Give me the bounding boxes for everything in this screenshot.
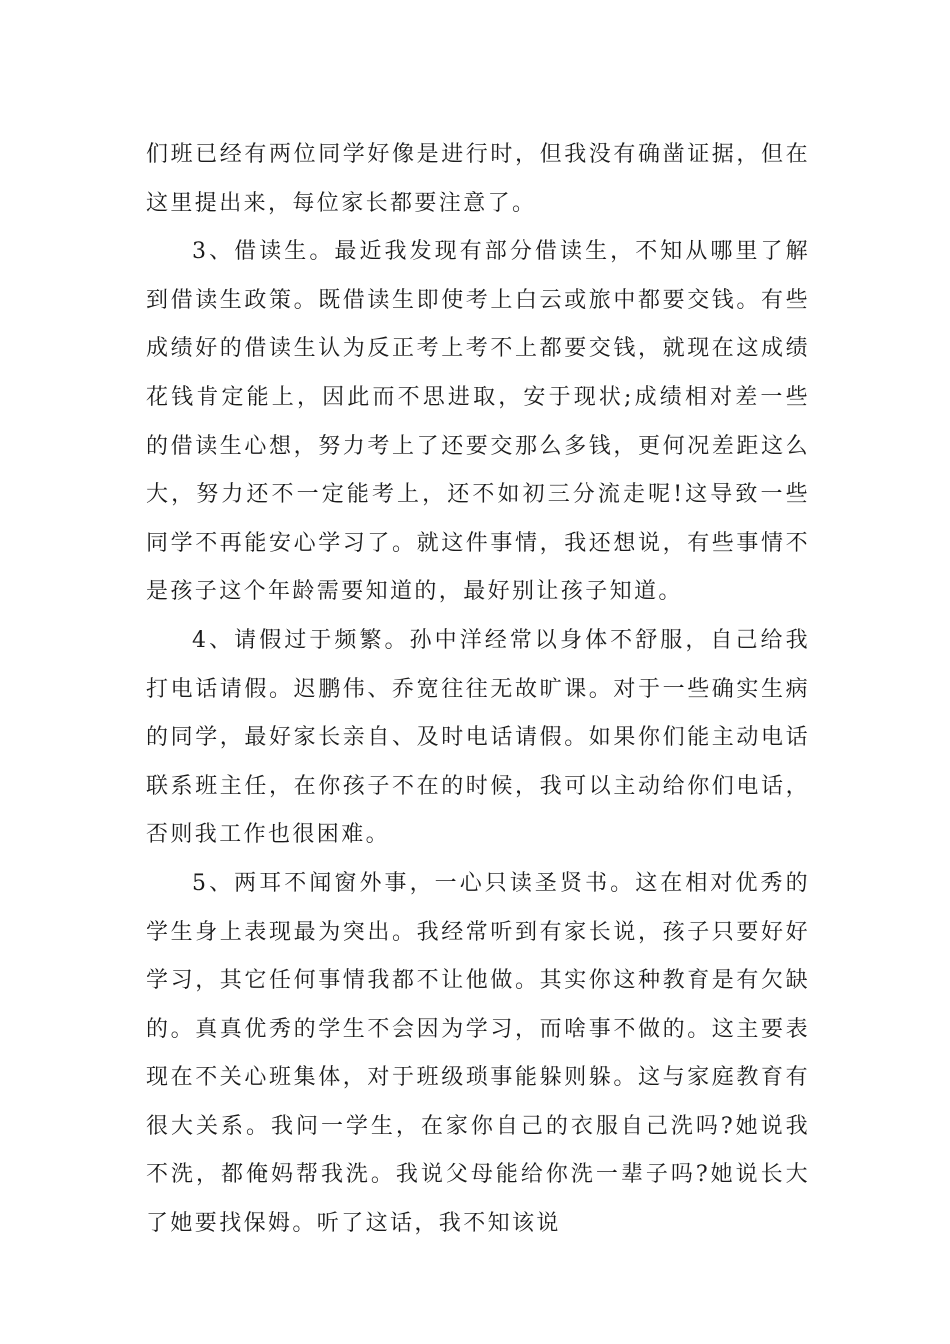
paragraph-item-4: 4、请假过于频繁。孙中洋经常以身体不舒服，自己给我打电话请假。迟鹏伟、乔宽往往无故旷课。对于一些确实生病的同学，最好家长亲自、及时电话请假。如果你们能主动电话联系班主任，在你孩子不在的时候，我可以主动给你们电话，否则我工作也很困难。 bbox=[146, 627, 810, 848]
paragraph-item-3: 3、借读生。最近我发现有部分借读生，不知从哪里了解到借读生政策。既借读生即使考上白云或旅中都要交钱。有些成绩好的借读生认为反正考上考不上都要交钱，就现在这成绩花钱肯定能上，因此而不思进取，安于现状;成绩相对差一些的借读生心想，努力考上了还要交那么多钱，更何况差距这么大，努力还不一定能考上，还不如初三分流走呢!这导致一些同学不再能安心学习了。就这件事情，我还想说，有些事情不是孩子这个年龄需要知道的，最好别让孩子知道。 bbox=[146, 239, 810, 605]
document-body bbox=[146, 131, 810, 1249]
paragraph-continuation: 们班已经有两位同学好像是进行时，但我没有确凿证据，但在这里提出来，每位家长都要注意了。 bbox=[146, 142, 810, 216]
paragraph-item-5: 5、两耳不闻窗外事，一心只读圣贤书。这在相对优秀的学生身上表现最为突出。我经常听到有家长说，孩子只要好好学习，其它任何事情我都不让他做。其实你这种教育是有欠缺的。真真优秀的学生不会因为学习，而啥事不做的。这主要表现在不关心班集体，对于班级琐事能躲则躲。这与家庭教育有很大关系。我问一学生，在家你自己的衣服自己洗吗?她说我不洗，都俺妈帮我洗。我说父母能给你洗一辈子吗?她说长大了她要找保姆。听了这话，我不知该说 bbox=[146, 870, 810, 1237]
